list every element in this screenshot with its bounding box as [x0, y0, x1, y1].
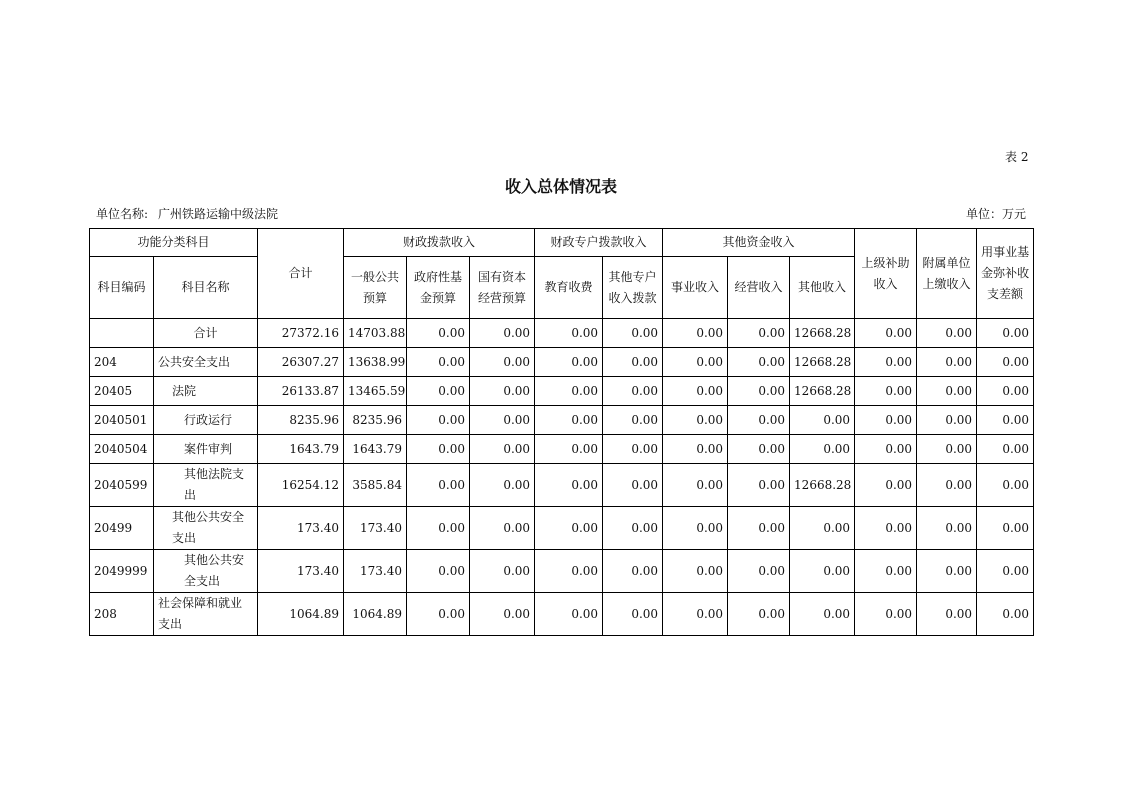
amount-cell: 0.00 [535, 593, 603, 636]
amount-cell: 0.00 [977, 550, 1034, 593]
amount-cell: 0.00 [855, 435, 917, 464]
amount-cell: 13638.99 [344, 348, 407, 377]
amount-cell: 173.40 [344, 507, 407, 550]
table-body [90, 319, 1034, 636]
income-summary-table [89, 228, 1034, 636]
header-superior-subsidy: 上级补助收入 [855, 229, 917, 319]
amount-cell: 0.00 [535, 319, 603, 348]
amount-cell: 0.00 [470, 319, 535, 348]
amount-cell: 0.00 [728, 319, 790, 348]
amount-cell: 0.00 [470, 377, 535, 406]
amount-cell: 0.00 [790, 406, 855, 435]
amount-cell: 0.00 [470, 464, 535, 507]
amount-cell: 0.00 [603, 377, 663, 406]
amount-cell: 0.00 [917, 507, 977, 550]
amount-cell: 173.40 [258, 507, 344, 550]
amount-cell: 0.00 [535, 550, 603, 593]
amount-cell: 0.00 [470, 406, 535, 435]
amount-cell: 0.00 [470, 348, 535, 377]
amount-cell: 0.00 [603, 593, 663, 636]
currency-unit: 单位：万元 [965, 207, 1026, 221]
subject-code-cell: 204 [90, 348, 154, 377]
amount-cell: 0.00 [977, 593, 1034, 636]
amount-cell: 0.00 [977, 377, 1034, 406]
amount-cell: 0.00 [790, 550, 855, 593]
header-func-subject: 功能分类科目 [90, 229, 258, 257]
amount-cell: 0.00 [663, 348, 728, 377]
header-row-1 [90, 229, 1034, 257]
amount-cell: 0.00 [977, 464, 1034, 507]
amount-cell: 0.00 [855, 593, 917, 636]
amount-cell: 0.00 [977, 348, 1034, 377]
amount-cell: 0.00 [790, 507, 855, 550]
subject-name-cell: 法院 [154, 377, 258, 406]
amount-cell: 0.00 [663, 377, 728, 406]
amount-cell: 1643.79 [258, 435, 344, 464]
header-education-fee: 教育收费 [535, 257, 603, 319]
amount-cell: 0.00 [977, 406, 1034, 435]
amount-cell: 0.00 [917, 348, 977, 377]
amount-cell: 8235.96 [258, 406, 344, 435]
header-other-funds: 其他资金收入 [663, 229, 855, 257]
amount-cell: 0.00 [790, 593, 855, 636]
amount-cell: 0.00 [790, 435, 855, 464]
amount-cell: 173.40 [344, 550, 407, 593]
amount-cell: 0.00 [535, 348, 603, 377]
table-row [90, 593, 1034, 636]
amount-cell: 0.00 [663, 435, 728, 464]
amount-cell: 0.00 [917, 377, 977, 406]
amount-cell: 0.00 [728, 550, 790, 593]
amount-cell: 27372.16 [258, 319, 344, 348]
amount-cell: 0.00 [535, 406, 603, 435]
subject-name-cell: 其他公共安全支出 [154, 507, 258, 550]
amount-cell: 0.00 [663, 507, 728, 550]
amount-cell: 0.00 [728, 406, 790, 435]
header-state-capital-budget: 国有资本经营预算 [470, 257, 535, 319]
amount-cell: 0.00 [977, 319, 1034, 348]
amount-cell: 0.00 [407, 550, 470, 593]
subject-name-cell: 合计 [154, 319, 258, 348]
amount-cell: 0.00 [855, 377, 917, 406]
table-row [90, 406, 1034, 435]
amount-cell: 8235.96 [344, 406, 407, 435]
subject-name-cell: 公共安全支出 [154, 348, 258, 377]
amount-cell: 0.00 [603, 406, 663, 435]
subject-code-cell: 2040501 [90, 406, 154, 435]
amount-cell: 0.00 [407, 319, 470, 348]
amount-cell: 0.00 [535, 435, 603, 464]
unit-name: 广州铁路运输中级法院 [158, 207, 279, 221]
unit-info-row [96, 205, 1026, 222]
amount-cell: 0.00 [663, 406, 728, 435]
header-finance-special: 财政专户拨款收入 [535, 229, 663, 257]
amount-cell: 0.00 [855, 406, 917, 435]
amount-cell: 0.00 [407, 507, 470, 550]
subject-name-cell: 案件审判 [154, 435, 258, 464]
amount-cell: 0.00 [663, 464, 728, 507]
amount-cell: 13465.59 [344, 377, 407, 406]
amount-cell: 0.00 [728, 377, 790, 406]
amount-cell: 12668.28 [790, 377, 855, 406]
amount-cell: 0.00 [407, 406, 470, 435]
amount-cell: 0.00 [535, 507, 603, 550]
table-row [90, 377, 1034, 406]
amount-cell: 0.00 [603, 464, 663, 507]
header-operating-income: 经营收入 [728, 257, 790, 319]
table-row [90, 550, 1034, 593]
subject-code-cell: 2040504 [90, 435, 154, 464]
amount-cell: 0.00 [603, 319, 663, 348]
header-total: 合计 [258, 229, 344, 319]
amount-cell: 0.00 [407, 377, 470, 406]
amount-cell: 0.00 [728, 507, 790, 550]
amount-cell: 173.40 [258, 550, 344, 593]
amount-cell: 0.00 [917, 319, 977, 348]
amount-cell: 0.00 [855, 319, 917, 348]
header-other-income: 其他收入 [790, 257, 855, 319]
amount-cell: 0.00 [977, 507, 1034, 550]
amount-cell: 0.00 [855, 348, 917, 377]
subject-code-cell: 208 [90, 593, 154, 636]
header-subject-name: 科目名称 [154, 257, 258, 319]
table-row [90, 348, 1034, 377]
amount-cell: 0.00 [535, 377, 603, 406]
header-finance-grant: 财政拨款收入 [344, 229, 535, 257]
amount-cell: 0.00 [470, 550, 535, 593]
amount-cell: 12668.28 [790, 348, 855, 377]
amount-cell: 0.00 [603, 550, 663, 593]
amount-cell: 0.00 [855, 550, 917, 593]
amount-cell: 1064.89 [344, 593, 407, 636]
amount-cell: 0.00 [535, 464, 603, 507]
amount-cell: 0.00 [917, 406, 977, 435]
subject-code-cell [90, 319, 154, 348]
amount-cell: 0.00 [407, 348, 470, 377]
amount-cell: 1643.79 [344, 435, 407, 464]
amount-cell: 0.00 [663, 550, 728, 593]
amount-cell: 14703.88 [344, 319, 407, 348]
table-number: 表 2 [1005, 150, 1029, 164]
subject-code-cell: 20499 [90, 507, 154, 550]
table-row [90, 507, 1034, 550]
amount-cell: 0.00 [407, 464, 470, 507]
amount-cell: 0.00 [728, 464, 790, 507]
amount-cell: 0.00 [407, 593, 470, 636]
subject-name-cell: 行政运行 [154, 406, 258, 435]
amount-cell: 0.00 [470, 593, 535, 636]
amount-cell: 12668.28 [790, 464, 855, 507]
header-other-special: 其他专户收入拨款 [603, 257, 663, 319]
amount-cell: 0.00 [470, 435, 535, 464]
subject-code-cell: 20405 [90, 377, 154, 406]
amount-cell: 12668.28 [790, 319, 855, 348]
amount-cell: 0.00 [917, 464, 977, 507]
header-subject-code: 科目编码 [90, 257, 154, 319]
amount-cell: 0.00 [728, 348, 790, 377]
amount-cell: 26133.87 [258, 377, 344, 406]
amount-cell: 0.00 [728, 593, 790, 636]
amount-cell: 0.00 [728, 435, 790, 464]
header-fund-offset: 用事业基金弥补收支差额 [977, 229, 1034, 319]
amount-cell: 0.00 [663, 593, 728, 636]
amount-cell: 0.00 [663, 319, 728, 348]
amount-cell: 0.00 [603, 435, 663, 464]
amount-cell: 0.00 [470, 507, 535, 550]
header-business-income: 事业收入 [663, 257, 728, 319]
amount-cell: 0.00 [855, 464, 917, 507]
subject-name-cell: 其他法院支出 [154, 464, 258, 507]
amount-cell: 0.00 [917, 593, 977, 636]
table-row [90, 435, 1034, 464]
header-affiliated-income: 附属单位上缴收入 [917, 229, 977, 319]
amount-cell: 16254.12 [258, 464, 344, 507]
subject-code-cell: 2040599 [90, 464, 154, 507]
amount-cell: 0.00 [603, 507, 663, 550]
subject-name-cell: 其他公共安全支出 [154, 550, 258, 593]
amount-cell: 0.00 [917, 550, 977, 593]
amount-cell: 3585.84 [344, 464, 407, 507]
amount-cell: 0.00 [977, 435, 1034, 464]
table-row [90, 464, 1034, 507]
amount-cell: 0.00 [407, 435, 470, 464]
amount-cell: 0.00 [855, 507, 917, 550]
page-title: 收入总体情况表 [504, 177, 617, 196]
table-row [90, 319, 1034, 348]
amount-cell: 26307.27 [258, 348, 344, 377]
subject-code-cell: 2049999 [90, 550, 154, 593]
header-general-budget: 一般公共预算 [344, 257, 407, 319]
header-gov-fund-budget: 政府性基金预算 [407, 257, 470, 319]
amount-cell: 1064.89 [258, 593, 344, 636]
amount-cell: 0.00 [603, 348, 663, 377]
amount-cell: 0.00 [917, 435, 977, 464]
unit-name-label: 单位名称: [96, 207, 149, 221]
subject-name-cell: 社会保障和就业支出 [154, 593, 258, 636]
